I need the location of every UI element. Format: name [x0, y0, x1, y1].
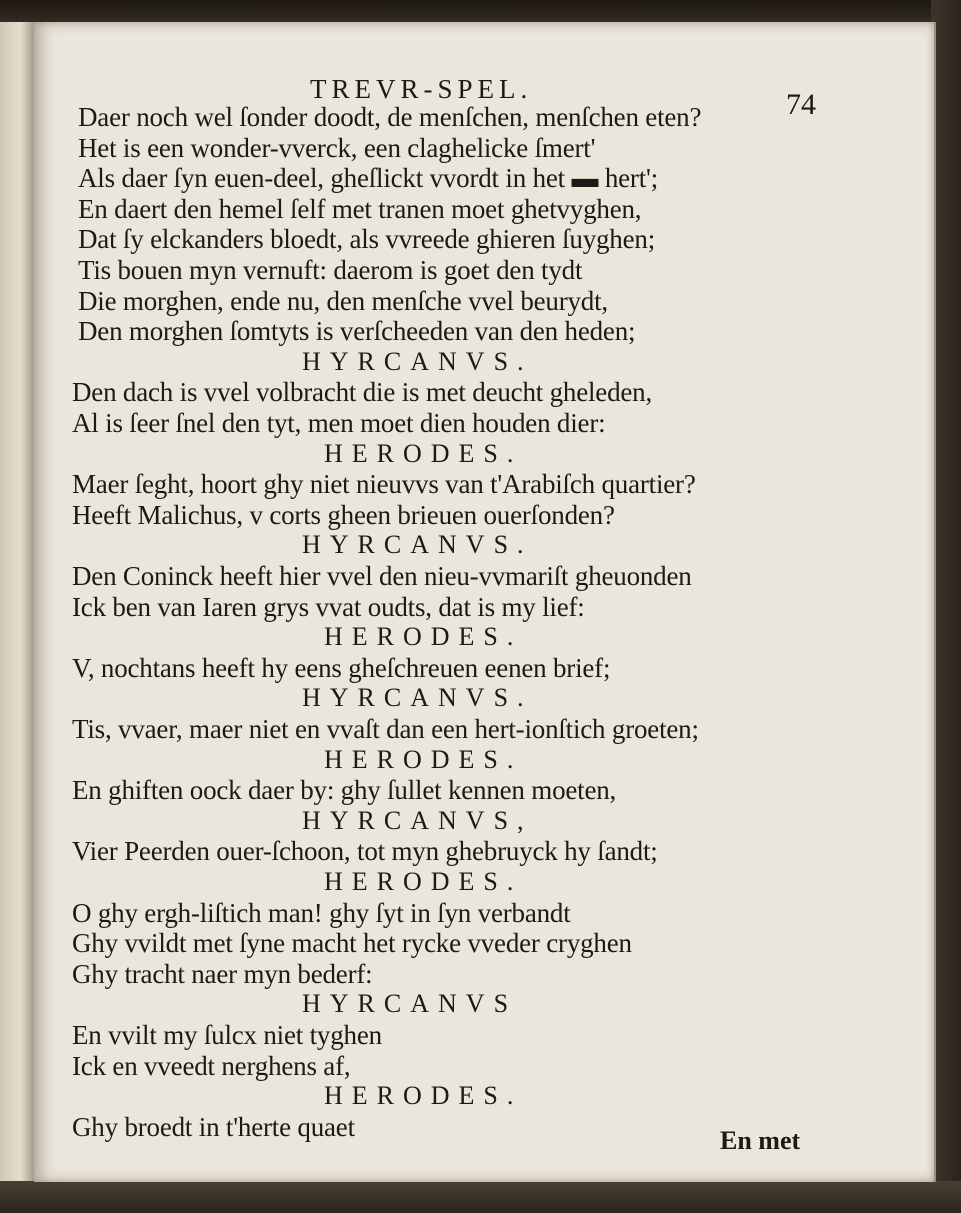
verse-line: O ghy ergh-liſtich man! ghy ſyt in ſyn verbandt [72, 897, 571, 928]
running-head: TREVR-SPEL. [310, 74, 533, 104]
verse-line: Vier Peerden ouer-ſchoon, tot myn ghebruyck hy ſandt; [72, 836, 658, 867]
verse-line: En ghiften oock daer by: ghy ſullet kennen moeten, [72, 775, 617, 806]
verse-line: Den morghen ſomtyts is verſcheeden van den heden; [78, 316, 636, 347]
verse-line: Al is ſeer ſnel den tyt, men moet dien houden dier: [72, 408, 606, 438]
verse-line: En vvilt my ſulcx niet tyghen [72, 1020, 382, 1050]
verse-line: Ick en vveedt nerghens af, [72, 1050, 351, 1081]
facing-page-edge [0, 22, 34, 1213]
speaker-name: HERODES. [324, 867, 523, 896]
speaker-name: HYRCANVS [302, 989, 518, 1019]
verse-line: Heeft Malichus, v corts gheen brieuen ouerſonden? [72, 499, 615, 530]
verse-line: Ghy broedt in t'herte quaet [72, 1111, 355, 1142]
speaker-name: HERODES. [324, 744, 523, 774]
speaker-name: HYRCANVS. [302, 346, 533, 376]
verse-line: Het is een wonder-vverck, een claghelicke ſmert' [78, 132, 596, 163]
verse-line: Ick ben van Iaren grys vvat oudts, dat is my lief: [72, 591, 585, 622]
verse-line: Tis, vvaer, maer niet en vvaſt dan een hert-ionſtich groeten; [72, 714, 699, 744]
verse-line: Den dach is vvel volbracht die is met deucht gheleden, [72, 377, 653, 408]
verse-line: V, nochtans heeft hy eens gheſchreuen eenen brief; [72, 652, 611, 683]
speaker-name: HERODES. [324, 622, 523, 652]
speaker-name: HYRCANVS. [302, 683, 533, 713]
verse-line: Maer ſeght, hoort ghy niet nieuvvs van t'Arabiſch quartier? [72, 469, 696, 500]
verse-line: Den Coninck heeft hier vvel den nieu-vvmariſt gheuonden [72, 561, 692, 591]
verse-line: Als daer ſyn euen-deel, gheſlickt vvordt in het ▬ hert'; [78, 163, 658, 194]
book-page [34, 22, 936, 1182]
speaker-name: HYRCANVS. [302, 530, 533, 560]
verse-line: Ghy vvildt met ſyne macht het rycke vveder cryghen [72, 928, 632, 959]
speaker-name: HERODES. [324, 1081, 523, 1111]
speaker-name: HYRCANVS, [302, 805, 533, 835]
speaker-name: HERODES. [324, 438, 523, 468]
scan-bottom-border [0, 1181, 961, 1213]
verse-line: Dat ſy elckanders bloedt, als vvreede ghieren ſuyghen; [78, 224, 655, 255]
catchword: En met [720, 1126, 801, 1155]
page-number: 74 [786, 88, 816, 121]
verse-line: Tis bouen myn vernuft: daerom is goet den tydt [78, 255, 583, 285]
verse-line: En daert den hemel ſelf met tranen moet ghetvyghen, [78, 193, 642, 224]
verse-line: Daer noch wel ſonder doodt, de menſchen, menſchen eten? [78, 102, 702, 132]
verse-line: Ghy tracht naer myn bederf: [72, 958, 373, 989]
verse-line: Die morghen, ende nu, den menſche vvel beurydt, [78, 285, 608, 316]
